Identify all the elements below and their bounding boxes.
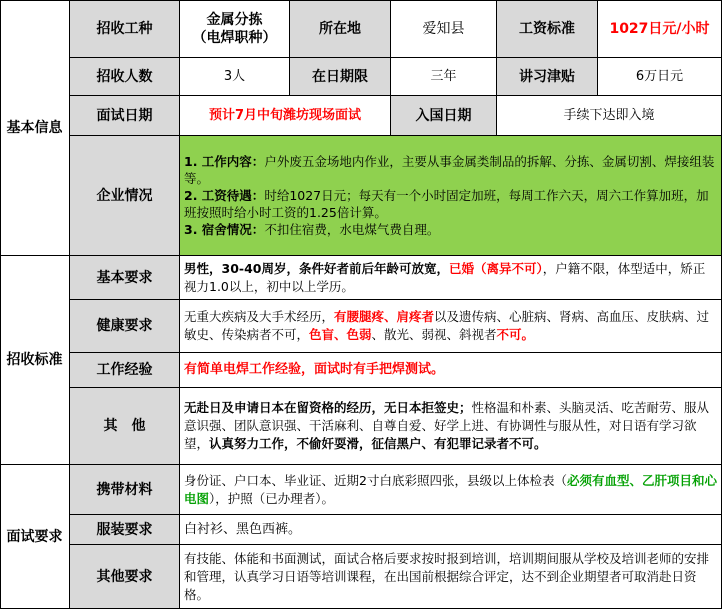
- health-req-label: 健康要求: [70, 300, 180, 353]
- company-item2-text: 时给1027日元；每天有一个小时固定加班，每周工作六天，周六工作算加班，加班按照时给小时工资的1.25倍计算。: [184, 188, 709, 220]
- dress-label: 服装要求: [70, 515, 180, 545]
- location-label: 所在地: [290, 0, 391, 58]
- health-req-e: 、散光、弱视、斜视者: [371, 327, 497, 342]
- health-req-c: 以及遗传病、心脏病、肾病、高血压、皮肤病、过敏史、传染病者不可，: [184, 309, 710, 342]
- job-type-value: [180, 0, 290, 58]
- company-item3-text: 不扣住宿费，水电煤气费自理。: [264, 222, 440, 237]
- health-req-value: [180, 300, 722, 353]
- health-req-a: 无重大疾病及大手术经历，: [184, 309, 335, 324]
- section-interview-label: 面试要求: [6, 528, 63, 545]
- section-recruit-standard: [0, 256, 70, 465]
- allowance-label: 讲习津贴: [497, 58, 598, 96]
- interview-date-label: 面试日期: [70, 96, 180, 136]
- company-item1-title: 1. 工作内容：: [184, 154, 265, 169]
- entry-date-value: 手续下达即入境: [497, 96, 722, 136]
- company-description: [180, 136, 722, 256]
- section-recruit-label: 招收标准: [6, 352, 63, 368]
- wage-label: 工资标准: [497, 0, 598, 58]
- section-interview-req: [0, 465, 70, 609]
- basic-req-a: 男性，30-40周岁，条件好者前后年龄可放宽，: [184, 260, 449, 276]
- materials-label: 携带材料: [70, 465, 180, 515]
- term-value: 三年: [391, 58, 497, 96]
- health-req-f: 不可。: [496, 327, 535, 342]
- materials-b: 必须有血型、乙肝项目和心电图: [184, 472, 717, 506]
- interview-other-value: 有技能、体能和书面测试，面试合格后要求按时报到培训，培训期间服从学校及培训老师的安排和管理，认真学习日语等培训课程，在出国前根据综合评定，达不到企业期望者可取消赴日资格。: [180, 545, 722, 609]
- company-item3-title: 3. 宿舍情况：: [184, 222, 265, 237]
- company-item2-title: 2. 工资待遇：: [184, 188, 265, 203]
- materials-a: 身份证、户口本、毕业证、近期2寸白底彩照四张，县级以上体检表（: [184, 472, 567, 488]
- term-label: 在日期限: [290, 58, 391, 96]
- section-basic-label: 基本信息: [6, 119, 63, 136]
- job-type-line2: （电焊职种）: [192, 29, 277, 46]
- basic-req-c: ，户籍不限，体型适中，矫正视力1.0以上，初中以上学历。: [184, 260, 706, 294]
- company-item1-text: 户外废五金场地内作业，主要从事金属类制品的拆解、分拣、金属切割、焊接组装等。: [184, 154, 715, 186]
- other-b: 性格温和朴素、头脑灵活、吃苦耐劳、服从意识强、团队意识强、干活麻利、自尊自爱、好学上进、有协调性与服从性，对日语有学习欲望，: [184, 400, 710, 451]
- health-req-d: 色盲、色弱: [309, 327, 372, 342]
- other-c: 认真努力工作，不偷奸耍滑，征信黑户、有犯罪记录者不可。: [209, 436, 547, 451]
- other-a: 无赴日及申请日本在留资格的经历，无日本拒签史；: [184, 400, 472, 415]
- headcount-value: 3人: [180, 58, 290, 96]
- interview-other-label: 其他要求: [70, 545, 180, 609]
- entry-date-label: 入国日期: [391, 96, 497, 136]
- materials-value: [180, 465, 722, 515]
- allowance-value: 6万日元: [598, 58, 722, 96]
- job-type-label: 招收工种: [70, 0, 180, 58]
- experience-value: 有简单电焊工作经验，面试时有手把焊测试。: [180, 353, 722, 388]
- section-basic-info: [0, 0, 70, 256]
- dress-value: 白衬衫、黑色西裤。: [180, 515, 722, 545]
- basic-req-married: 已婚（离异不可）: [448, 260, 543, 276]
- other-label: 其 他: [70, 388, 180, 465]
- materials-c: ），护照（已办理者）。: [209, 490, 335, 506]
- basic-req-label: 基本要求: [70, 256, 180, 300]
- basic-req-value: [180, 256, 722, 300]
- job-type-line1: 金属分拣: [206, 11, 263, 28]
- location-value: 爱知县: [391, 0, 497, 58]
- experience-label: 工作经验: [70, 353, 180, 388]
- other-value: [180, 388, 722, 465]
- health-req-b: 有腰腿疼、肩疼者: [334, 309, 435, 324]
- headcount-label: 招收人数: [70, 58, 180, 96]
- interview-date-value: 预计7月中旬潍坊现场面试: [180, 96, 391, 136]
- wage-value: 1027日元/小时: [598, 0, 722, 58]
- company-label: 企业情况: [70, 136, 180, 256]
